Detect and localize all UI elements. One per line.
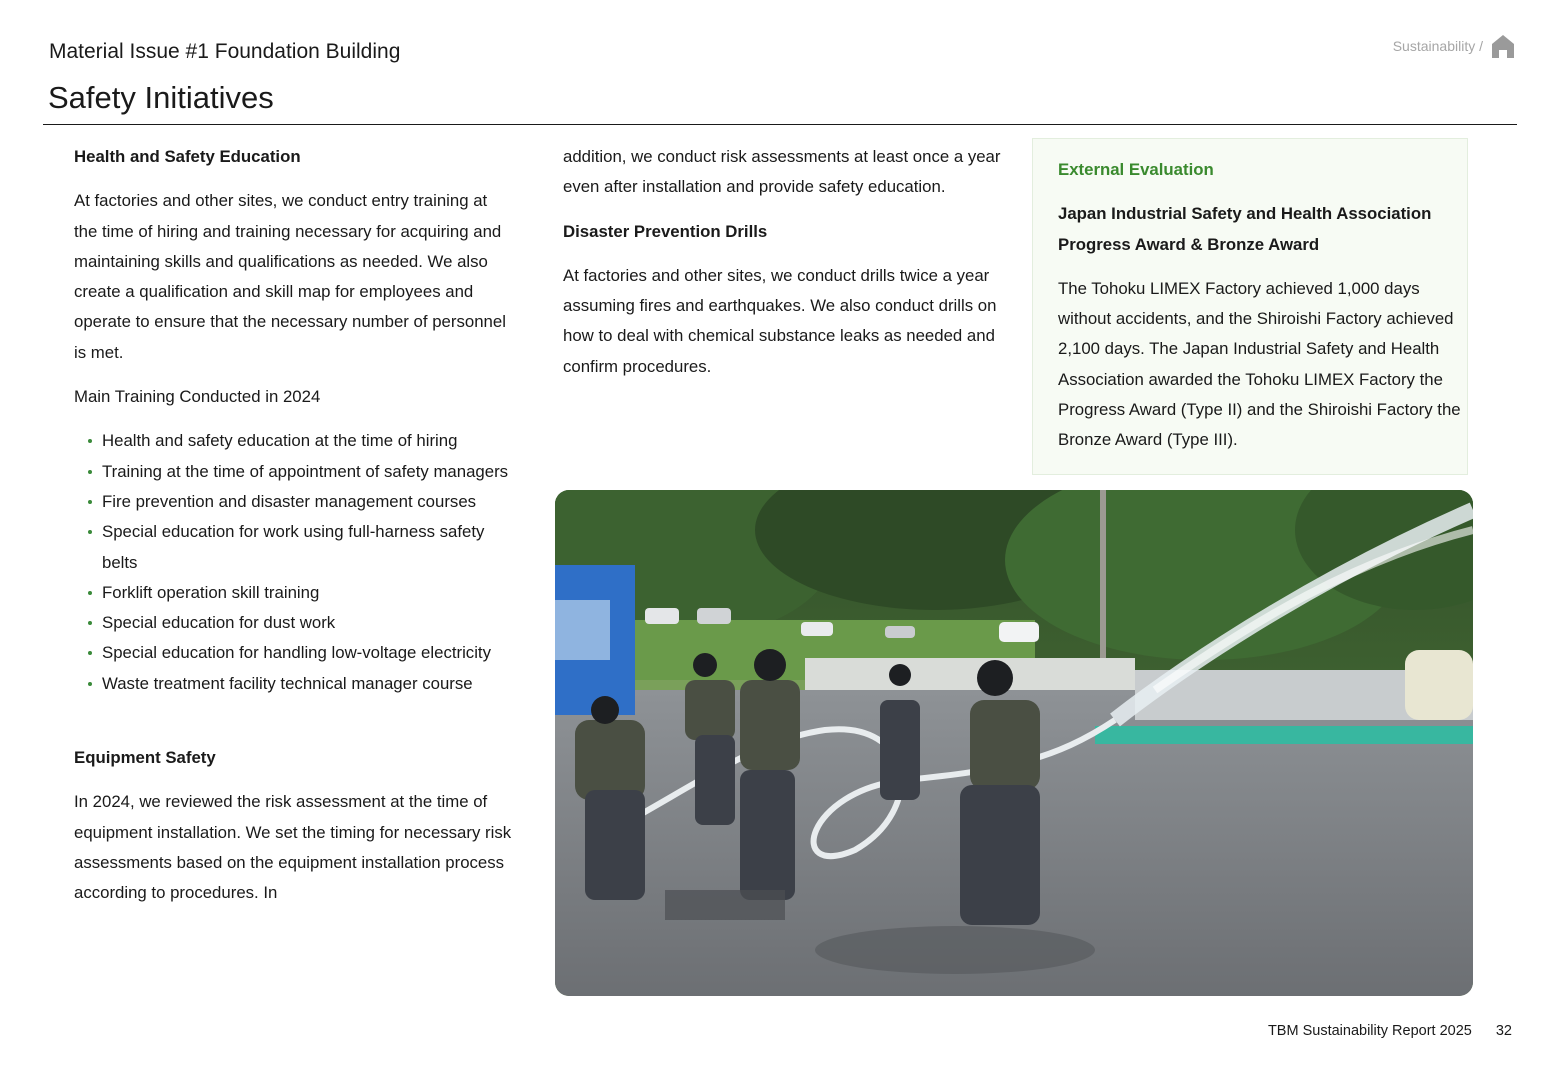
bullet-icon [88, 470, 92, 474]
disaster-drills-paragraph: At factories and other sites, we conduct drills twice a year assuming fires and earthquakes. We also conduct drills on how to deal with chemical substance leaks as needed and confirm procedures. [563, 265, 997, 376]
middle-column [563, 142, 1003, 382]
list-item: Training at the time of appointment of safety managers [74, 457, 514, 487]
external-evaluation-box [1032, 138, 1468, 475]
award-description: The Tohoku LIMEX Factory achieved 1,000 days without accidents, and the Shiroishi Factory achieved 2,100 days. The Japan Industrial Safety and Health Association awarded the Tohoku LIMEX Factory the Progress Award (Type II) and the Shiroishi Factory the Bronze Award (Type III). [1058, 278, 1461, 450]
section-subtitle: Material Issue #1 Foundation Building [49, 40, 401, 63]
header-divider [43, 124, 1517, 125]
list-item: Forklift operation skill training [74, 578, 514, 608]
training-list [74, 426, 514, 699]
page-number: 32 [1495, 1023, 1512, 1039]
page-title: Safety Initiatives [48, 80, 274, 115]
left-column [74, 142, 514, 909]
list-item: Special education for dust work [74, 608, 514, 638]
bullet-icon [88, 682, 92, 686]
breadcrumb [1393, 34, 1515, 58]
bullet-icon [88, 500, 92, 504]
fire-drill-photo [555, 490, 1473, 996]
report-title: TBM Sustainability Report 2025 [1267, 1023, 1472, 1039]
list-item: Special education for handling low-voltage electricity [74, 638, 514, 668]
health-education-paragraph: At factories and other sites, we conduct entry training at the time of hiring and training necessary for acquiring and maintaining skills and qualifications as needed. We also create a qualification and skill map for employees and operate to ensure that the necessary number of personnel is met. [74, 191, 506, 362]
health-education-heading: Health and Safety Education [74, 147, 301, 166]
equipment-safety-paragraph: In 2024, we reviewed the risk assessment at the time of equipment installation. We set the timing for necessary risk assessments based on the equipment installation process according to procedures. In [74, 792, 512, 903]
bullet-icon [88, 621, 92, 625]
equipment-safety-heading: Equipment Safety [74, 748, 216, 768]
list-item: Waste treatment facility technical manager course [74, 669, 514, 699]
page-footer [1268, 1023, 1512, 1039]
equipment-safety-continued: addition, we conduct risk assessments at least once a year even after installation and provide safety education. [563, 147, 1001, 197]
list-item: Special education for work using full-harness safety belts [74, 517, 514, 578]
list-item: Health and safety education at the time of hiring [74, 426, 514, 456]
breadcrumb-sustainability-link[interactable]: Sustainability / [1392, 38, 1483, 54]
bullet-icon [88, 530, 92, 534]
training-list-title: Main Training Conducted in 2024 [74, 387, 321, 407]
evaluation-label: External Evaluation [1058, 160, 1214, 179]
bullet-icon [88, 651, 92, 655]
bullet-icon [88, 591, 92, 595]
award-title: Japan Industrial Safety and Health Association Progress Award & Bronze Award [1058, 204, 1432, 254]
disaster-drills-heading: Disaster Prevention Drills [563, 221, 768, 241]
home-icon[interactable] [1491, 34, 1515, 58]
list-item: Fire prevention and disaster management courses [74, 487, 514, 517]
bullet-icon [88, 439, 92, 443]
